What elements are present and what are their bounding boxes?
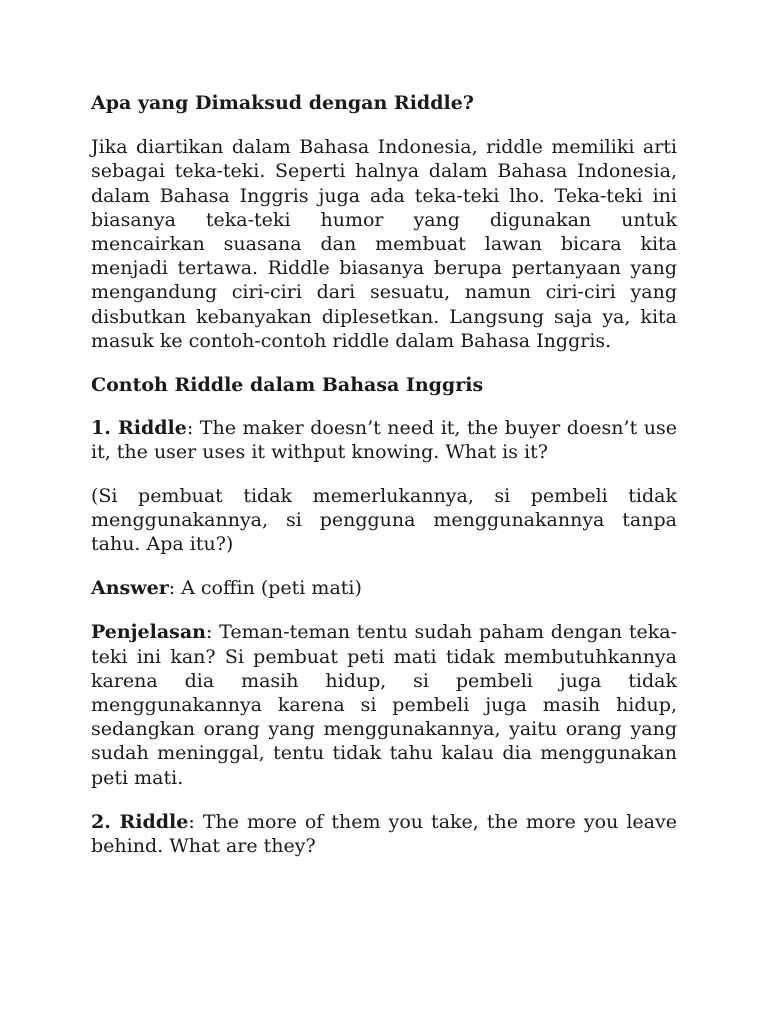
riddle-1-question (91, 416, 677, 464)
riddle-1-translation: (Si pembuat tidak memerlukannya, si pembeli tidak menggunakannya, si pengguna menggunakannya tanpa tahu. Apa itu?) (91, 484, 677, 556)
section-heading-riddle-examples: Contoh Riddle dalam Bahasa Inggris (91, 374, 484, 397)
riddle-1-label: 1. Riddle (91, 417, 187, 440)
riddle-1-explanation-label: Penjelasan (91, 621, 206, 644)
section-heading-riddle-meaning: Apa yang Dimaksud dengan Riddle? (91, 92, 474, 114)
riddle-1-answer-label: Answer (91, 577, 169, 600)
riddle-2-text: : The more of them you take, the more you leave behind. What are they? (91, 810, 677, 858)
riddle-1-answer (91, 576, 677, 600)
riddle-2-question (91, 810, 677, 858)
riddle-1-answer-text: : A coffin (peti mati) (168, 577, 362, 600)
riddle-1-text: : The maker doesn’t need it, the buyer doesn’t use it, the user uses it withput knowing. What is it? (91, 417, 677, 464)
riddle-1-explanation-text: : Teman-teman tentu sudah paham dengan teka-teki ini kan? Si pembuat peti mati tidak membutuhkannya karena dia masih hidup, si pembeli juga tidak menggunakannya karena si pembeli juga masih hidup, sedangkan orang yang menggunakannya, yaitu orang yang sudah meninggal, tentu tidak tahu kalau dia menggunakan peti mati. (91, 621, 677, 789)
riddle-2-label: 2. Riddle (91, 810, 189, 833)
intro-paragraph: Jika diartikan dalam Bahasa Indonesia, riddle memiliki arti sebagai teka-teki. Seperti halnya dalam Bahasa Indonesia, dalam Bahasa Inggris juga ada teka-teki lho. Teka-teki ini biasanya teka-teki humor yang digunakan untuk mencairkan suasana dan membuat lawan bicara kita menjadi tertawa. Riddle biasanya berupa pertanyaan yang mengandung ciri-ciri dari sesuatu, namun ciri-ciri yang disbutkan kebanyakan diplesetkan. Langsung saja ya, kita masuk ke contoh-contoh riddle dalam Bahasa Inggris. (91, 136, 677, 352)
document-page (91, 91, 677, 878)
riddle-1-explanation (91, 620, 677, 789)
